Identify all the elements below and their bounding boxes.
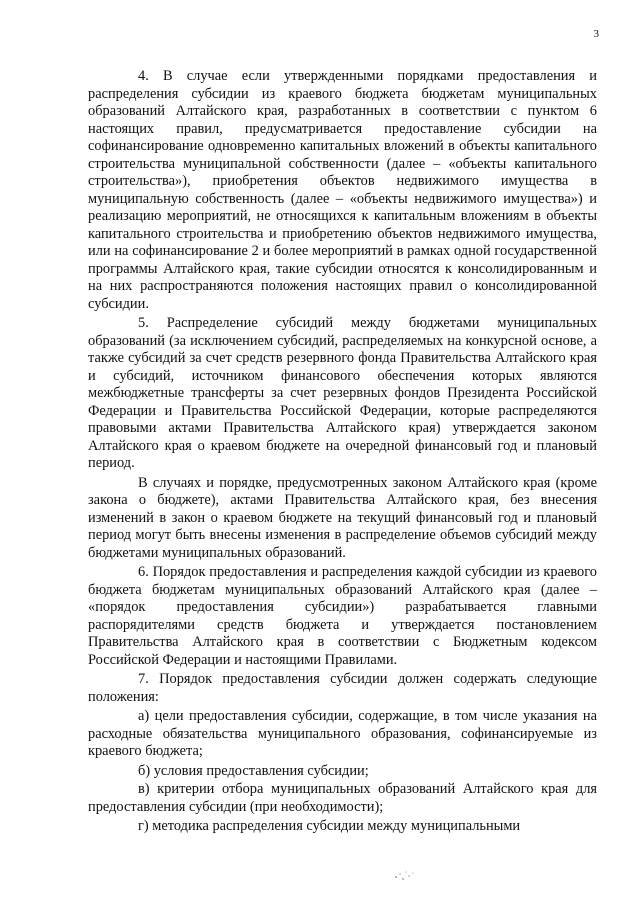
scan-speck-icon: [392, 865, 418, 885]
paragraph-5: 5. Распределение субсидий между бюджетами муниципальных образований (за исключением субсидий, распределяемых на конкурсной основе, а также субсидий за счет средств резервного фонда Правительства Алтайского края и субсидий, источником финансового обеспечения которых являются межбюджетные трансферты за счет резервных фондов Президента Российской Федерации и Правительства Российской Федерации, которые распределяются правовыми актами Правительства Алтайского края) утверждается законом Алтайского края о краевом бюджете на очередной финансовый год и плановый период.: [88, 315, 597, 471]
paragraph-6: 6. Порядок предоставления и распределения каждой субсидии из краевого бюджета бюджетам муниципальных образований Алтайского края (далее – «порядок предоставления субсидии») разрабатывается главными распорядителями средств бюджета и утверждается постановлением Правительства Алтайского края в соответствии с Бюджетным кодексом Российской Федерации и настоящими Правилами.: [88, 564, 597, 668]
paragraph-7: 7. Порядок предоставления субсидии должен содержать следующие положения:: [88, 671, 597, 705]
list-item-g: г) методика распределения субсидии между муниципальными: [138, 818, 521, 834]
paragraph-4: 4. В случае если утвержденными порядками предоставления и распределения субсидии из краевого бюджета бюджетам муниципальных образований Алтайского края, разработанных в соответствии с пунктом 6 настоящих правил, предусматривается предоставление субсидии на софинансирование одновременно капитальных вложений в объекты капитального строительства муниципальной собственности (далее – «объекты капитального строительства»), приобретения объектов недвижимого имущества в муниципальную собственность (далее – «объекты недвижимого имущества») и реализацию мероприятий, не относящихся к капитальным вложениям в объекты капитального строительства и приобретению объектов недвижимого имущества, или на софинансирование 2 и более мероприятий в рамках одной государственной программы Алтайского края, такие субсидии относятся к консолидированным и на них распространяются положения настоящих правил о консолидированной субсидии.: [88, 68, 597, 312]
page-number: 3: [593, 28, 599, 40]
document-body: [88, 68, 597, 838]
paragraph-5-continued: В случаях и порядке, предусмотренных законом Алтайского края (кроме закона о бюджете), актами Правительства Алтайского края, без внесения изменений в закон о краевом бюджете на текущий финансовый год и плановый период могут быть внесены изменения в распределение объемов субсидий между бюджетами муниципальных образований.: [88, 474, 597, 561]
list-item-a: а) цели предоставления субсидии, содержащие, в том числе указания на расходные обязательства муниципального образования, софинансируемые из краевого бюджета;: [88, 708, 597, 759]
list-item-v: в) критерии отбора муниципальных образований Алтайского края для предоставления субсидии (при необходимости);: [88, 781, 597, 815]
list-item-b: б) условия предоставления субсидии;: [138, 762, 369, 779]
